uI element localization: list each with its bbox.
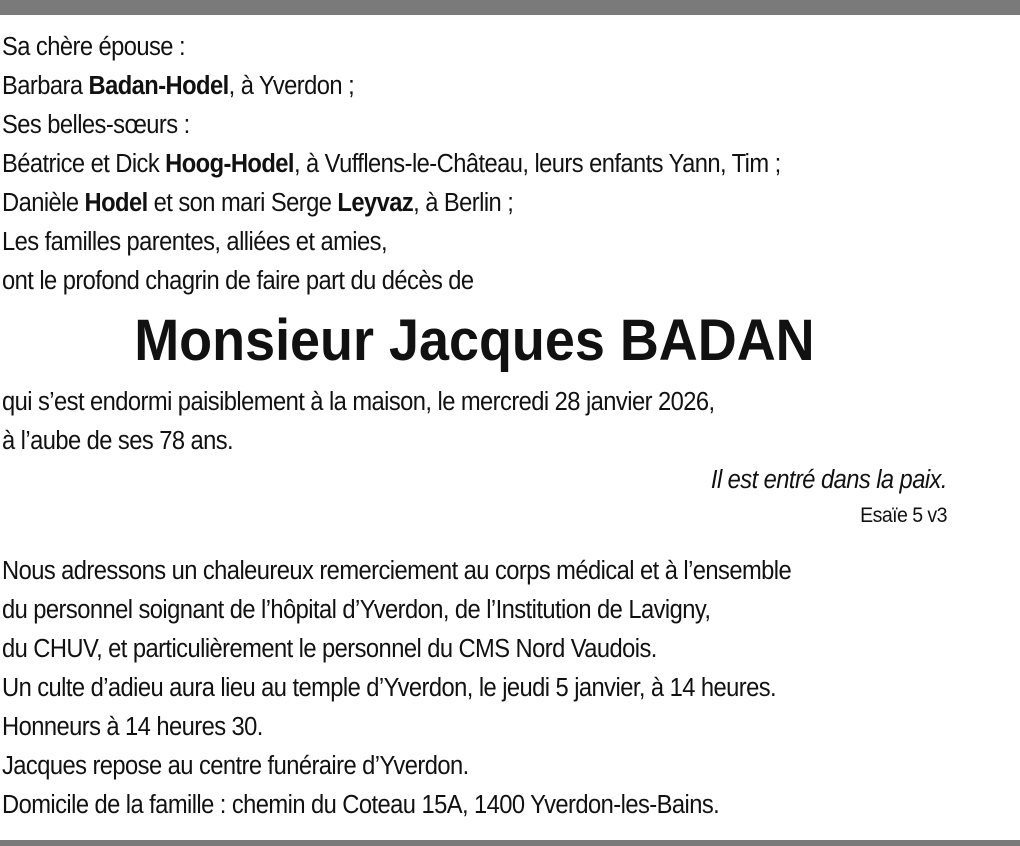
header-line-6: Les familles parentes, alliées et amies,: [2, 228, 387, 256]
location-text: , à Vufflens-le-Château, leurs enfants Yann, Tim ;: [293, 150, 781, 178]
footer-line-3: du CHUV, et particulièrement le personnel du CMS Nord Vaudois.: [2, 635, 657, 663]
header-line-7: ont le profond chagrin de faire part du décès de: [2, 267, 474, 295]
footer-line-2: du personnel soignant de l’hôpital d’Yverdon, de l’Institution de Lavigny,: [2, 596, 711, 624]
family-name-bold: Leyvaz: [337, 189, 414, 217]
header-line-1: Sa chère épouse :: [2, 33, 186, 61]
first-name-text: Barbara: [2, 72, 89, 100]
first-name-text: Danièle: [2, 189, 85, 217]
family-name-bold: Badan-Hodel: [88, 72, 229, 100]
relation-text: et son mari Serge: [147, 189, 338, 217]
footer-line-1: Nous adressons un chaleureux remerciement au corps médical et à l’ensemble: [2, 557, 792, 585]
spacer: [2, 532, 947, 552]
death-line-2: à l’aube de ses 78 ans.: [2, 427, 234, 455]
footer-line-7: Domicile de la famille : chemin du Coteau 15A, 1400 Yverdon-les-Bains.: [2, 791, 720, 819]
location-text: , à Berlin ;: [413, 189, 514, 217]
first-name-text: Béatrice et Dick: [2, 150, 166, 178]
header-line-4: [2, 145, 947, 184]
top-rule: [0, 0, 1020, 15]
footer-line-6: Jacques repose au centre funéraire d’Yverdon.: [2, 752, 469, 780]
family-name-bold: Hodel: [84, 189, 148, 217]
footer-line-4: Un culte d’adieu aura lieu au temple d’Yverdon, le jeudi 5 janvier, à 14 heures.: [2, 674, 777, 702]
bottom-rule: [0, 840, 1020, 846]
footer-line-5: Honneurs à 14 heures 30.: [2, 713, 263, 741]
deceased-name: Monsieur Jacques BADAN: [134, 308, 815, 373]
location-text: , à Yverdon ;: [228, 72, 355, 100]
header-line-5: [2, 184, 947, 223]
obituary-notice: [2, 28, 947, 825]
quote-reference: Esaïe 5 v3: [860, 504, 947, 527]
header-line-3: Ses belles-sœurs :: [2, 111, 190, 139]
header-line-2: [2, 67, 947, 106]
death-line-1: qui s’est endormi paisiblement à la maison, le mercredi 28 janvier 2026,: [2, 388, 715, 416]
family-name-bold: Hoog-Hodel: [165, 150, 294, 178]
quote-text: Il est entré dans la paix.: [710, 466, 947, 494]
